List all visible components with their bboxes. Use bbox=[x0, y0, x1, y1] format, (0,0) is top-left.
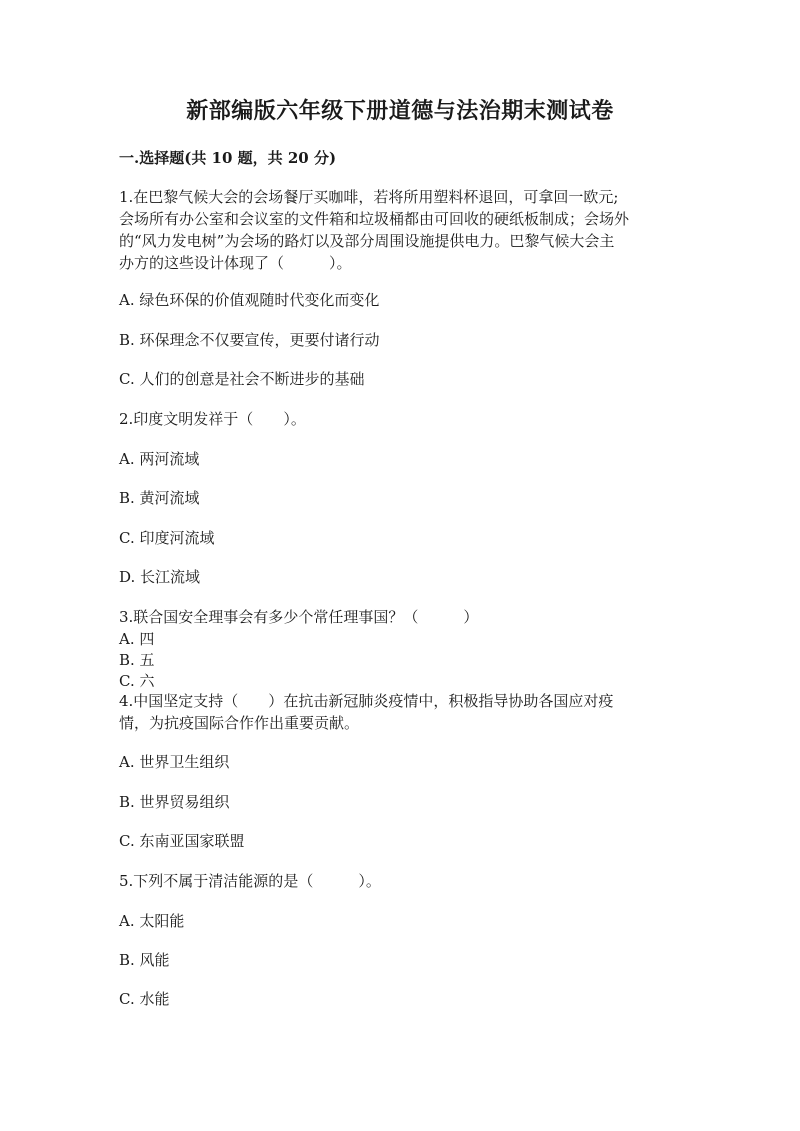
question-3-option-b: B. 五 bbox=[119, 651, 155, 669]
question-5-option-c: C. 水能 bbox=[119, 990, 170, 1008]
question-4-option-a: A. 世界卫生组织 bbox=[119, 753, 230, 771]
question-5-option-a: A. 太阳能 bbox=[119, 912, 185, 930]
question-4-option-c: C. 东南亚国家联盟 bbox=[119, 832, 245, 850]
question-1-option-b: B. 环保理念不仅要宣传，更要付诸行动 bbox=[119, 331, 380, 349]
question-2-stem-line-1: 2.印度文明发祥于（ ）。 bbox=[119, 410, 306, 428]
question-1-stem-line-2: 会场所有办公室和会议室的文件箱和垃圾桶都由可回收的硬纸板制成；会场外 bbox=[119, 210, 630, 228]
question-1-option-a: A. 绿色环保的价值观随时代变化而变化 bbox=[119, 291, 380, 309]
question-2-option-a: A. 两河流域 bbox=[119, 450, 200, 468]
question-4-option-b: B. 世界贸易组织 bbox=[119, 793, 230, 811]
question-1-stem-line-3: 的“风力发电树”为会场的路灯以及部分周围设施提供电力。巴黎气候大会主 bbox=[119, 232, 615, 250]
question-1-option-c: C. 人们的创意是社会不断进步的基础 bbox=[119, 370, 365, 388]
question-1-stem-line-4: 办方的这些设计体现了（ ）。 bbox=[119, 254, 352, 272]
question-3-stem-line-1: 3.联合国安全理事会有多少个常任理事国？（ ） bbox=[119, 608, 479, 626]
question-5-option-b: B. 风能 bbox=[119, 951, 170, 969]
question-4-stem-line-1: 4.中国坚定支持（ ）在抗击新冠肺炎疫情中，积极指导协助各国应对疫 bbox=[119, 692, 614, 710]
question-2-option-c: C. 印度河流域 bbox=[119, 529, 215, 547]
question-3-option-c: C. 六 bbox=[119, 672, 155, 690]
question-1-stem-line-1: 1.在巴黎气候大会的会场餐厅买咖啡，若将所用塑料杯退回，可拿回一欧元; bbox=[119, 188, 619, 206]
page-title: 新部编版六年级下册道德与法治期末测试卷 bbox=[186, 98, 614, 124]
question-5-stem-line-1: 5.下列不属于清洁能源的是（ ）。 bbox=[119, 872, 381, 890]
question-3-option-a: A. 四 bbox=[119, 630, 155, 648]
question-2-option-b: B. 黄河流域 bbox=[119, 489, 200, 507]
question-2-option-d: D. 长江流域 bbox=[119, 568, 201, 586]
question-4-stem-line-2: 情，为抗疫国际合作作出重要贡献。 bbox=[119, 714, 360, 732]
section-heading: 一.选择题(共 10 题，共 20 分) bbox=[119, 149, 337, 167]
